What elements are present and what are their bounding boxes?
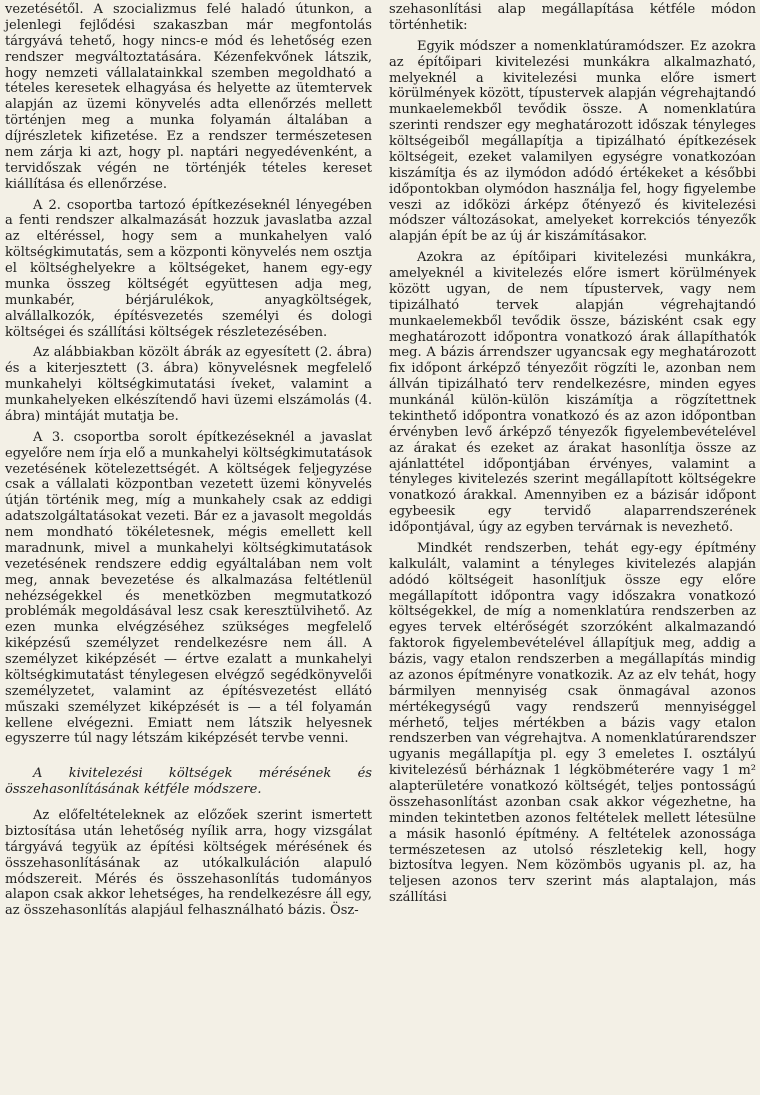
paragraph-6: szehasonlítási alap megállapítása kétféle módon történhetik: bbox=[389, 2, 756, 33]
paragraph-8: Azokra az építőipari kivitelezési munkákra, amelyeknél a kivitelezés előre ismert körülmények között ugyan, de nem típustervek, vagy nem tipizálható tervek alapján végrehajtandó munkaelemekből tevődik össze, bázisként csak egy meghatározott időpontra vonatkozó árak állapíthatók meg. A bázis árrendszer ugyancsak egy meghatározott fix időpont árképző tényezőit rögzíti le, azonban nem állván tipizálható terv rendelkezésre, minden egyes munkánál külön-külön kiszámítja a rögzítettnek tekinthető időpontra vonatkozó és az azon időpontban érvényben levő árképző tényezők figyelembevételével az árakat és ezeket az árakat hasonlítja össze az ajánlattétel időpontjában érvényes, valamint a tényleges kivitelezés szerint megállapított költségekre vonatkozó árakkal. Amennyiben ez a bázisár időpont egybeesik egy tervidő alaparrendszerének időpontjával, úgy az egyben tervárnak is nevezhető. bbox=[389, 250, 756, 535]
paragraph-1: vezetésétől. A szocializmus felé haladó útunkon, a jelenlegi fejlődési szakaszban már megfontolás tárgyává tehető, hogy nincs-e mód és lehetőség ezen rendszer megváltoztatására. Kézenfekvőnek látszik, hogy nemzeti vállalatainkkal szemben megoldható a tételes keresetek elhagyása és helyette az ütemtervek alapján az üzemi könyvelés adta ellenőrzés mellett történjen meg a munka folyamán általában a díjrészletek kifizetése. Ez a rendszer természetesen nem zárja ki azt, hogy pl. naptári negyedévenként, a tervidőszak végén ne történjék tételes kereset kiállítása és ellenőrzése. bbox=[5, 2, 372, 192]
left-column bbox=[5, 2, 372, 919]
paragraph-2: A 2. csoportba tartozó építkezéseknél lényegében a fenti rendszer alkalmazását hozzuk javaslatba azzal az eltéréssel, hogy sem a munkahelyen való költségkimutatás, sem a központi könyvelés nem osztja el költséghelyekre a költségeket, hanem egy-egy munka összeg költségét együttesen adja meg, munkabér, bérjárulékok, anyagköltségek, alvállalkozók, építésvezetés személyi és dologi költségei és szállítási költségek részletezésében. bbox=[5, 197, 372, 340]
paragraph-7: Egyik módszer a nomenklatúramódszer. Ez azokra az építőipari kivitelezési munkákra alkalmazható, melyeknél a kivitelezési munka előre ismert körülmények között, típustervek alapján végrehajtandó munkaelemekből tevődik össze. A nomenklatúra szerinti rendszer egy meghatározott időszak tényleges költségeiből megállapítja a tipizálható építkezések költségeit, ezeket valamilyen egységre vonatkozóan kiszámítja és az ilymódon adódó értékeket a későbbi időpontokban olymódon használja fel, hogy figyelembe veszi az időközi árképz őtényező és kivitelezési módszer változásokat, amelyeket korrekciós tényezők alapján épít be az új ár kiszámításakor. bbox=[389, 38, 756, 245]
paragraph-5: Az előfeltételeknek az előzőek szerint ismertett biztosítása után lehetőség nyílik arra, hogy vizsgálat tárgyává tegyük az építési költségek mérésének és összehasonlításának az utókalkuláción alapuló módszereit. Mérés és összehasonlítás tudományos alapon csak akkor lehetséges, ha rendelkezésre áll egy, az összehasonlítás alapjául felhasználható bázis. Ösz- bbox=[5, 808, 372, 919]
paragraph-4: A 3. csoportba sorolt építkezéseknél a javaslat egyelőre nem írja elő a munkahelyi költségkimutatások vezetésének kötelezettségét. A költségek feljegyzése csak a vállalati központban vezetett üzemi könyvelés útján történik meg, míg a munkahely csak az eddigi adatszolgáltatásokat vezeti. Bár ez a javasolt megoldás nem mondható tökéletesnek, mégis emellett kell maradnunk, mivel a munkahelyi költségkimutatások vezetésének rendszere eddig egyáltalában nem volt meg, annak bevezetése és alkalmazása feltétlenül nehézségekkel és menetközben megmutatkozó problémák megoldásával lesz csak keresztülvihető. Az ezen munka elvégzéséhez szükséges megfelelő kiképzésű személyzet rendelkezésre nem áll. A személyzet kiképzését — értve ezalatt a munkahelyi költségkimutatást ténylegesen elvégző segédkönyvelői személyzetet, valamint az építésvezetést ellátó műszaki személyzet kiképzését is — a tél folyamán kellene elvégezni. Emiatt nem látszik helyesnek egyszerre túl nagy létszám kiképzését tervbe venni. bbox=[5, 429, 372, 747]
right-column bbox=[389, 2, 756, 906]
section-title: A kivitelezési költségek mérésének és összehasonlításának kétféle módszere. bbox=[5, 766, 372, 798]
paragraph-9: Mindkét rendszerben, tehát egy-egy építmény kalkulált, valamint a tényleges kivitelezés alapján adódó költségeit hasonlítjuk össze egy előre megállapított időpontra vagy időszakra vonatkozó költségekkel, de míg a nomenklatúra rendszerben az egyes tervek eltérőségét szorzóként alkalmazandó faktorok figyelembevételével állapítjuk meg, addig a bázis, vagy etalon rendszerben a megállapítás mindig az azonos építményre vonatkozik. Az az elv tehát, hogy bármilyen mennyiség csak önmagával azonos mértékegységű vagy rendszerű mennyiséggel mérhető, teljes mértékben a bázis vagy etalon rendszerben van végrehajtva. A nomenklatúrarendszer ugyanis megállapítja pl. egy 3 emeletes I. osztályú kivitelezésű bérháznak 1 légköbméterére vagy 1 m² alapterületére vonatkozó költségét, teljes pontosságú összehasonlítást azonban csak akkor végezhetne, ha minden tekintetben azonos feltételek mellett létesülne a másik hasonló építmény. A feltételek azonossága természetesen az utolsó részletekig kell, hogy biztosítva legyen. Nem közömbös ugyanis pl. az, ha teljesen azonos terv szerint más alaptalajon, más szállítási bbox=[389, 540, 756, 906]
paragraph-3: Az alábbiakban közölt ábrák az egyesített (2. ábra) és a kiterjesztett (3. ábra) könyvelésnek megfelelő munkahelyi költségkimutatási íveket, valamint a munkahelyeken elkészítendő havi üzemi elszámolás (4. ábra) mintáját mutatja be. bbox=[5, 345, 372, 424]
